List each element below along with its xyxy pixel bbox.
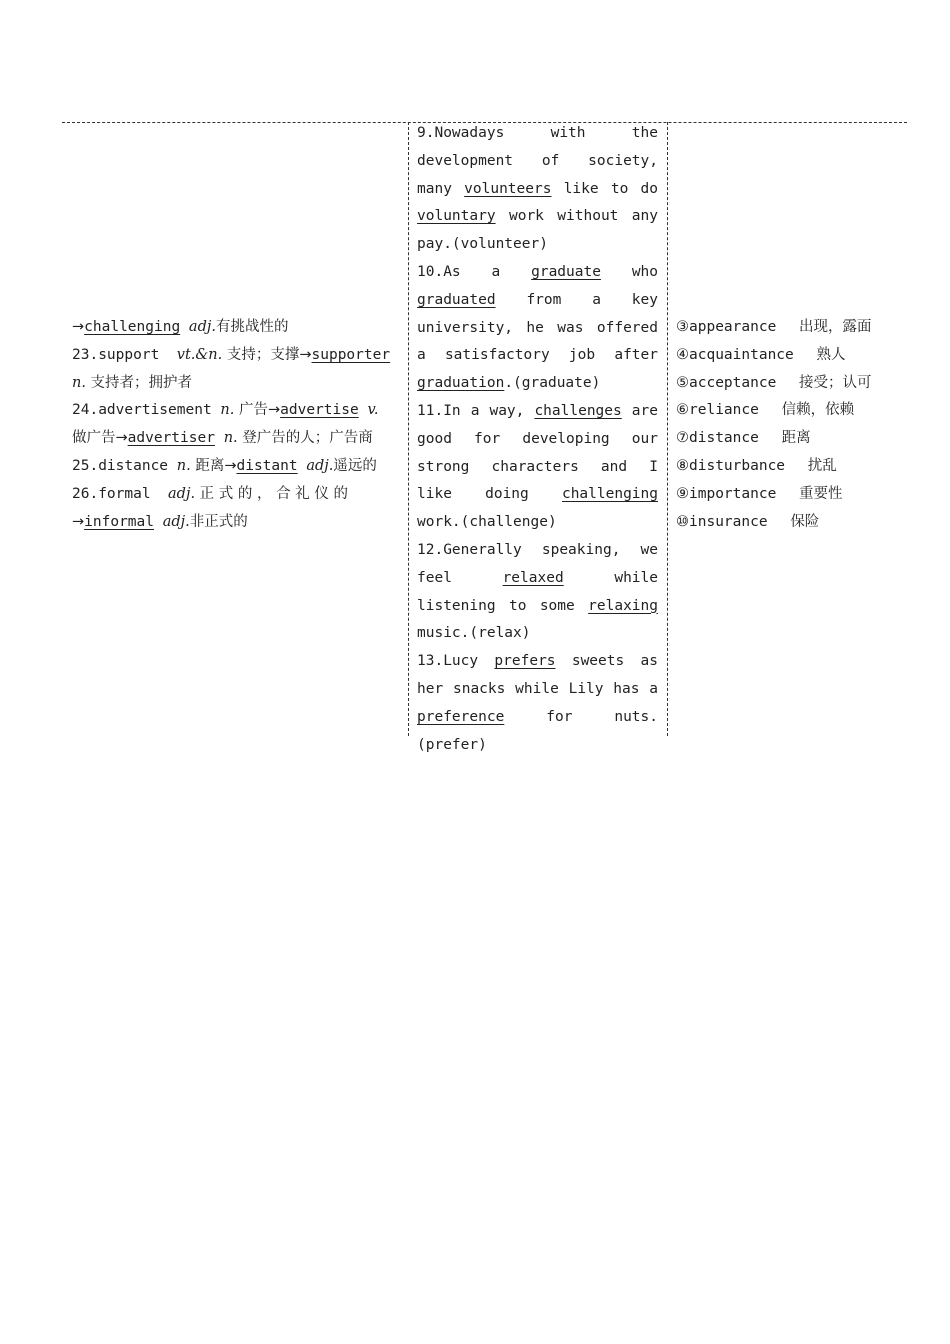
item-number: ⑩ <box>676 513 689 530</box>
meaning: 支持；支撑→ <box>222 346 312 363</box>
list-item <box>676 425 906 453</box>
exercise-12 <box>417 537 658 648</box>
answer-word: supporter <box>311 346 391 363</box>
meaning: 有挑战性的 <box>215 319 289 335</box>
item-meaning: 重要性 <box>799 485 843 502</box>
entry-head: 24.advertisement <box>72 402 221 419</box>
exercise-11 <box>417 398 658 537</box>
exercise-text: from a key university, he was offered a satisfactory job after <box>417 291 658 364</box>
exercise-text: 10.As a <box>417 263 532 280</box>
middle-column <box>417 120 658 759</box>
item-meaning: 熟人 <box>816 346 846 363</box>
exercise-text: who <box>600 263 659 280</box>
item-number: ⑤ <box>676 374 689 391</box>
list-item <box>676 314 906 342</box>
exercise-text: for nuts.(prefer) <box>417 708 658 753</box>
answer-word: distant <box>236 457 298 474</box>
exercise-13 <box>417 648 658 759</box>
item-meaning: 信赖，依赖 <box>781 402 855 419</box>
exercise-text: like to do <box>551 180 658 197</box>
list-item <box>676 481 906 509</box>
entry-head: 26.formal <box>72 485 169 502</box>
answer-word: prefers <box>494 653 556 670</box>
entry-24 <box>72 397 399 425</box>
exercise-text: 12.Generally speaking, we feel <box>417 541 658 586</box>
part-of-speech: adj. <box>188 319 216 335</box>
item-word: insurance <box>689 513 768 530</box>
part-of-speech: vt.&n. <box>176 346 223 363</box>
answer-word: advertiser <box>127 430 215 447</box>
meaning: 支持者；拥护者 <box>85 374 193 391</box>
list-item <box>676 342 906 370</box>
answer-word: graduated <box>417 291 496 308</box>
exercise-text: work.(challenge) <box>417 514 557 531</box>
meaning: 正 式 的 ， 合 礼 仪 的 <box>195 485 348 502</box>
answer-word: preference <box>417 708 505 725</box>
right-column <box>676 314 906 536</box>
item-word: importance <box>689 485 777 502</box>
left-column <box>72 314 399 536</box>
exercise-10 <box>417 259 658 398</box>
item-number: ④ <box>676 346 689 363</box>
answer-word: volunteers <box>464 180 552 197</box>
item-number: ③ <box>676 319 689 335</box>
part-of-speech: adj. <box>168 485 196 502</box>
part-of-speech: adj. <box>306 457 334 474</box>
item-meaning: 出现，露面 <box>799 319 872 335</box>
answer-word: informal <box>84 513 154 530</box>
exercise-text: sweets as her snacks while Lily has a <box>417 653 658 697</box>
item-word: distance <box>689 430 759 447</box>
meaning: 广告→ <box>234 402 281 419</box>
entry-24-line2 <box>72 425 399 453</box>
answer-word: relaxing <box>588 597 658 614</box>
part-of-speech: n. <box>176 457 191 474</box>
entry-22-continued <box>72 314 399 342</box>
answer-word: challenging <box>84 319 181 335</box>
answer-word: challenging <box>561 486 658 503</box>
item-word: acceptance <box>689 374 777 391</box>
meaning: 距离→ <box>190 457 237 474</box>
item-number: ⑥ <box>676 402 689 419</box>
meaning: 登广告的人；广告商 <box>237 430 373 447</box>
meaning: 遥远的 <box>333 457 377 474</box>
item-word: reliance <box>689 402 759 419</box>
part-of-speech: n. <box>223 430 238 447</box>
entry-23-line2 <box>72 370 399 398</box>
part-of-speech: n. <box>220 402 235 419</box>
list-item <box>676 370 906 398</box>
answer-word: advertise <box>280 402 359 419</box>
exercise-text: music.(relax) <box>417 625 531 642</box>
exercise-text: 13.Lucy <box>417 653 495 670</box>
arrow: → <box>72 319 85 335</box>
entry-25 <box>72 453 399 481</box>
entry-head: 23.support <box>72 346 177 363</box>
item-word: disturbance <box>689 457 786 474</box>
entry-23 <box>72 342 399 370</box>
meaning: 做广告→ <box>72 430 128 447</box>
arrow: → <box>72 513 85 530</box>
item-word: appearance <box>689 319 777 335</box>
list-item <box>676 453 906 481</box>
part-of-speech: n. <box>72 374 86 391</box>
part-of-speech: v. <box>367 402 379 419</box>
list-item <box>676 397 906 425</box>
item-meaning: 扰乱 <box>807 457 837 474</box>
exercise-text: 11.In a way, <box>417 402 535 419</box>
answer-word: graduate <box>531 263 601 280</box>
column-divider-left <box>408 122 409 736</box>
meaning: 非正式的 <box>189 513 248 530</box>
item-meaning: 距离 <box>781 430 811 447</box>
item-number: ⑧ <box>676 457 689 474</box>
exercise-text: 9.Nowadays with the development of society, many <box>417 125 658 197</box>
answer-word: challenges <box>534 402 622 419</box>
exercise-text: .(graduate) <box>504 375 601 392</box>
exercise-text: work without any pay.(volunteer) <box>417 208 658 253</box>
list-item <box>676 509 906 537</box>
exercise-9 <box>417 120 658 259</box>
exercise-text: while listening to some <box>417 569 658 614</box>
part-of-speech: adj. <box>162 513 190 530</box>
entry-26-line2 <box>72 509 399 537</box>
item-number: ⑦ <box>676 430 689 447</box>
item-meaning: 保险 <box>790 513 820 530</box>
item-meaning: 接受；认可 <box>799 374 872 391</box>
item-word: acquaintance <box>689 346 794 363</box>
answer-word: relaxed <box>502 569 564 586</box>
exercise-text: are good for developing our strong characters and I like doing <box>417 402 658 503</box>
answer-word: graduation <box>417 375 505 392</box>
item-number: ⑨ <box>676 485 689 502</box>
entry-head: 25.distance <box>72 457 177 474</box>
column-divider-right <box>667 122 668 736</box>
answer-word: voluntary <box>417 208 496 225</box>
entry-26 <box>72 481 399 509</box>
